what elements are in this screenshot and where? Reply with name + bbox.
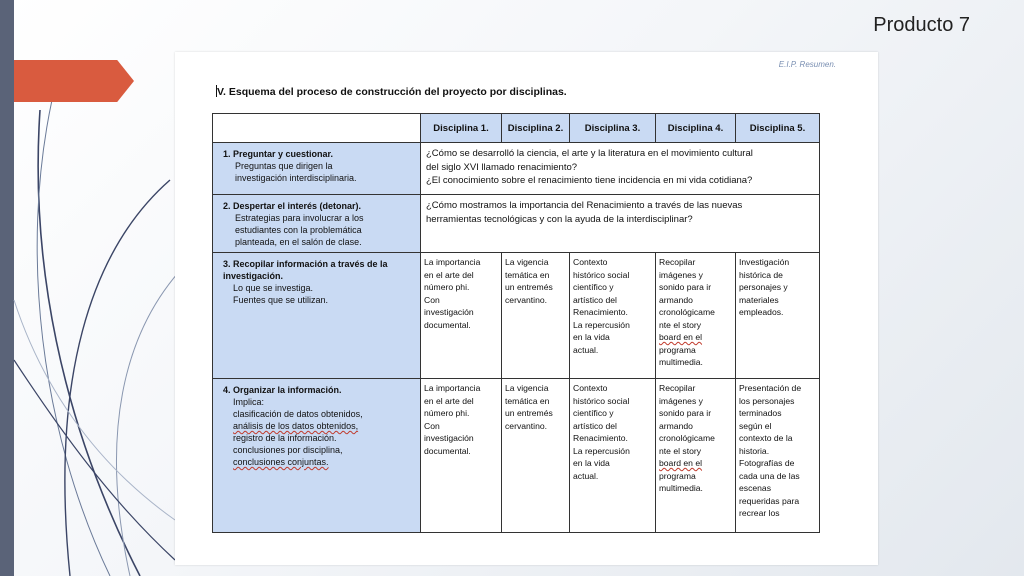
question-line: ¿El conocimiento sobre el renacimiento tiene incidencia en mi vida cotidiana? <box>426 175 753 186</box>
stage-line: registro de la información. <box>233 433 337 443</box>
cell-line: en la vida <box>573 332 610 342</box>
stage-line: Fuentes que se utilizan. <box>233 295 329 305</box>
cell-line: investigación <box>424 307 474 317</box>
stage-cell <box>213 379 421 533</box>
question-line: ¿Cómo se desarrolló la ciencia, el arte y la literatura en el movimiento cultural <box>426 148 753 159</box>
cell-line: temática en <box>505 395 550 406</box>
column-header: Disciplina 5. <box>736 114 820 143</box>
header-empty-cell <box>213 114 421 143</box>
cell-line: número phi. <box>424 282 470 292</box>
cell-line: cronológicame <box>659 433 715 443</box>
cell-line: La vigencia <box>505 257 549 267</box>
stage-title: 1. Preguntar y cuestionar. <box>223 149 334 159</box>
slide-title: Producto 7 <box>873 14 970 36</box>
cell-line: científico y <box>573 408 614 418</box>
discipline-cell <box>736 253 820 379</box>
cell-line: Investigación <box>739 257 790 267</box>
question-line: del siglo XVI llamado renacimiento? <box>426 161 578 173</box>
document-heading: V. Esquema del proceso de construcción del proyecto por disciplinas. <box>217 86 567 98</box>
discipline-cell <box>656 379 736 533</box>
cell-line: board en el <box>659 458 703 468</box>
column-header: Disciplina 4. <box>656 114 736 143</box>
cell-line: artístico del <box>573 294 617 305</box>
stage-title: 2. Despertar el interés (detonar). <box>223 201 362 211</box>
cell-line: requeridas para <box>739 495 800 506</box>
stage-line: análisis de los datos obtenidos, <box>233 421 359 431</box>
table-row <box>213 143 820 195</box>
cell-line: historia. <box>739 445 770 456</box>
stage-line: conclusiones por disciplina, <box>233 445 343 455</box>
column-header: Disciplina 1. <box>421 114 502 143</box>
cell-line: un entremés <box>505 282 553 292</box>
cell-line: contexto de la <box>739 433 793 443</box>
cell-line: un entremés <box>505 408 553 418</box>
cell-line: Fotografías de <box>739 458 795 468</box>
cell-line: materiales <box>739 294 779 305</box>
question-line: herramientas tecnológicas y con la ayuda de la interdisciplinar? <box>426 213 693 225</box>
cell-line: armando <box>659 420 693 431</box>
cell-line: histórico social <box>573 395 630 406</box>
cell-line: en el arte del <box>424 395 474 406</box>
cell-line: Con <box>424 420 440 431</box>
discipline-cell <box>570 253 656 379</box>
document-header: E.I.P. Resumen. <box>778 60 836 69</box>
stage-line: estudiantes con la problemática <box>235 225 362 235</box>
cell-line: número phi. <box>424 408 470 418</box>
cell-line: científico y <box>573 282 614 292</box>
cell-line: La vigencia <box>505 383 549 393</box>
question-line: ¿Cómo mostramos la importancia del Renacimiento a través de las nuevas <box>426 200 743 211</box>
cell-line: Renacimiento. <box>573 433 628 443</box>
cell-line: en la vida <box>573 458 610 468</box>
orange-arrow-tab <box>14 60 134 102</box>
cell-line: empleados. <box>739 307 784 317</box>
cell-line: nte el story <box>659 319 702 330</box>
cell-line: en el arte del <box>424 269 474 280</box>
table-header-row <box>213 114 820 143</box>
cell-line: los personajes <box>739 395 795 406</box>
cell-line: cronológicame <box>659 307 715 317</box>
cell-line: escenas <box>739 483 772 493</box>
cell-line: programa <box>659 344 696 355</box>
cell-line: Recopilar <box>659 383 696 393</box>
cell-line: cervantino. <box>505 294 548 305</box>
cell-line: board en el <box>659 332 703 342</box>
cell-line: La importancia <box>424 257 481 267</box>
table-row <box>213 195 820 253</box>
cell-line: actual. <box>573 344 599 355</box>
discipline-cell <box>736 379 820 533</box>
stage-line: Estrategias para involucrar a los <box>235 213 364 223</box>
stage-line: Preguntas que dirigen la <box>235 161 333 171</box>
stage-line: Implica: <box>233 397 265 407</box>
cell-line: personajes y <box>739 282 788 292</box>
cell-line: multimedia. <box>659 483 703 493</box>
cell-line: nte el story <box>659 445 702 456</box>
stage-cell <box>213 253 421 379</box>
project-schema-table <box>212 113 820 533</box>
discipline-cell <box>502 253 570 379</box>
cell-line: Renacimiento. <box>573 307 628 317</box>
cell-line: La repercusión <box>573 445 630 456</box>
stage-line: Lo que se investiga. <box>233 283 314 293</box>
cell-line: investigación <box>424 433 474 443</box>
cell-line: artístico del <box>573 420 617 431</box>
cell-line: documental. <box>424 445 471 456</box>
discipline-cell <box>421 379 502 533</box>
discipline-cell <box>570 379 656 533</box>
discipline-cell <box>502 379 570 533</box>
cell-line: sonido para ir <box>659 408 712 418</box>
stage-line: conclusiones conjuntas. <box>233 457 329 467</box>
stage-line: investigación interdisciplinaria. <box>235 173 357 183</box>
cell-line: cada una de las <box>739 470 800 481</box>
cell-line: armando <box>659 294 693 305</box>
cell-line: recrear los <box>739 508 780 518</box>
cell-line: sonido para ir <box>659 282 712 292</box>
cell-line: multimedia. <box>659 357 703 367</box>
cell-line: La importancia <box>424 383 481 393</box>
stage-line: clasificación de datos obtenidos, <box>233 409 363 419</box>
cell-line: Recopilar <box>659 257 696 267</box>
cell-line: Presentación de <box>739 383 802 393</box>
cell-line: imágenes y <box>659 269 703 280</box>
cell-line: temática en <box>505 269 550 280</box>
stage-cell <box>213 143 421 195</box>
document-image <box>175 52 878 565</box>
cell-line: La repercusión <box>573 319 630 330</box>
merged-question-cell <box>421 195 820 253</box>
cell-line: histórica de <box>739 269 783 280</box>
column-header: Disciplina 3. <box>570 114 656 143</box>
cell-line: documental. <box>424 319 471 330</box>
cell-line: Contexto <box>573 383 608 393</box>
cell-line: según el <box>739 420 772 431</box>
cell-line: programa <box>659 470 696 481</box>
cell-line: terminados <box>739 408 782 418</box>
stage-title: 4. Organizar la información. <box>223 385 342 395</box>
stage-line: planteada, en el salón de clase. <box>235 237 362 247</box>
cell-line: Contexto <box>573 257 608 267</box>
cell-line: cervantino. <box>505 420 548 431</box>
merged-question-cell <box>421 143 820 195</box>
cell-line: actual. <box>573 470 599 481</box>
stage-title: 3. Recopilar información a través de la investigación. <box>223 259 388 281</box>
column-header: Disciplina 2. <box>502 114 570 143</box>
stage-cell <box>213 195 421 253</box>
cell-line: imágenes y <box>659 395 703 406</box>
cell-line: histórico social <box>573 269 630 280</box>
cell-line: Con <box>424 294 440 305</box>
discipline-cell <box>656 253 736 379</box>
discipline-cell <box>421 253 502 379</box>
table-row <box>213 253 820 379</box>
table-row <box>213 379 820 533</box>
